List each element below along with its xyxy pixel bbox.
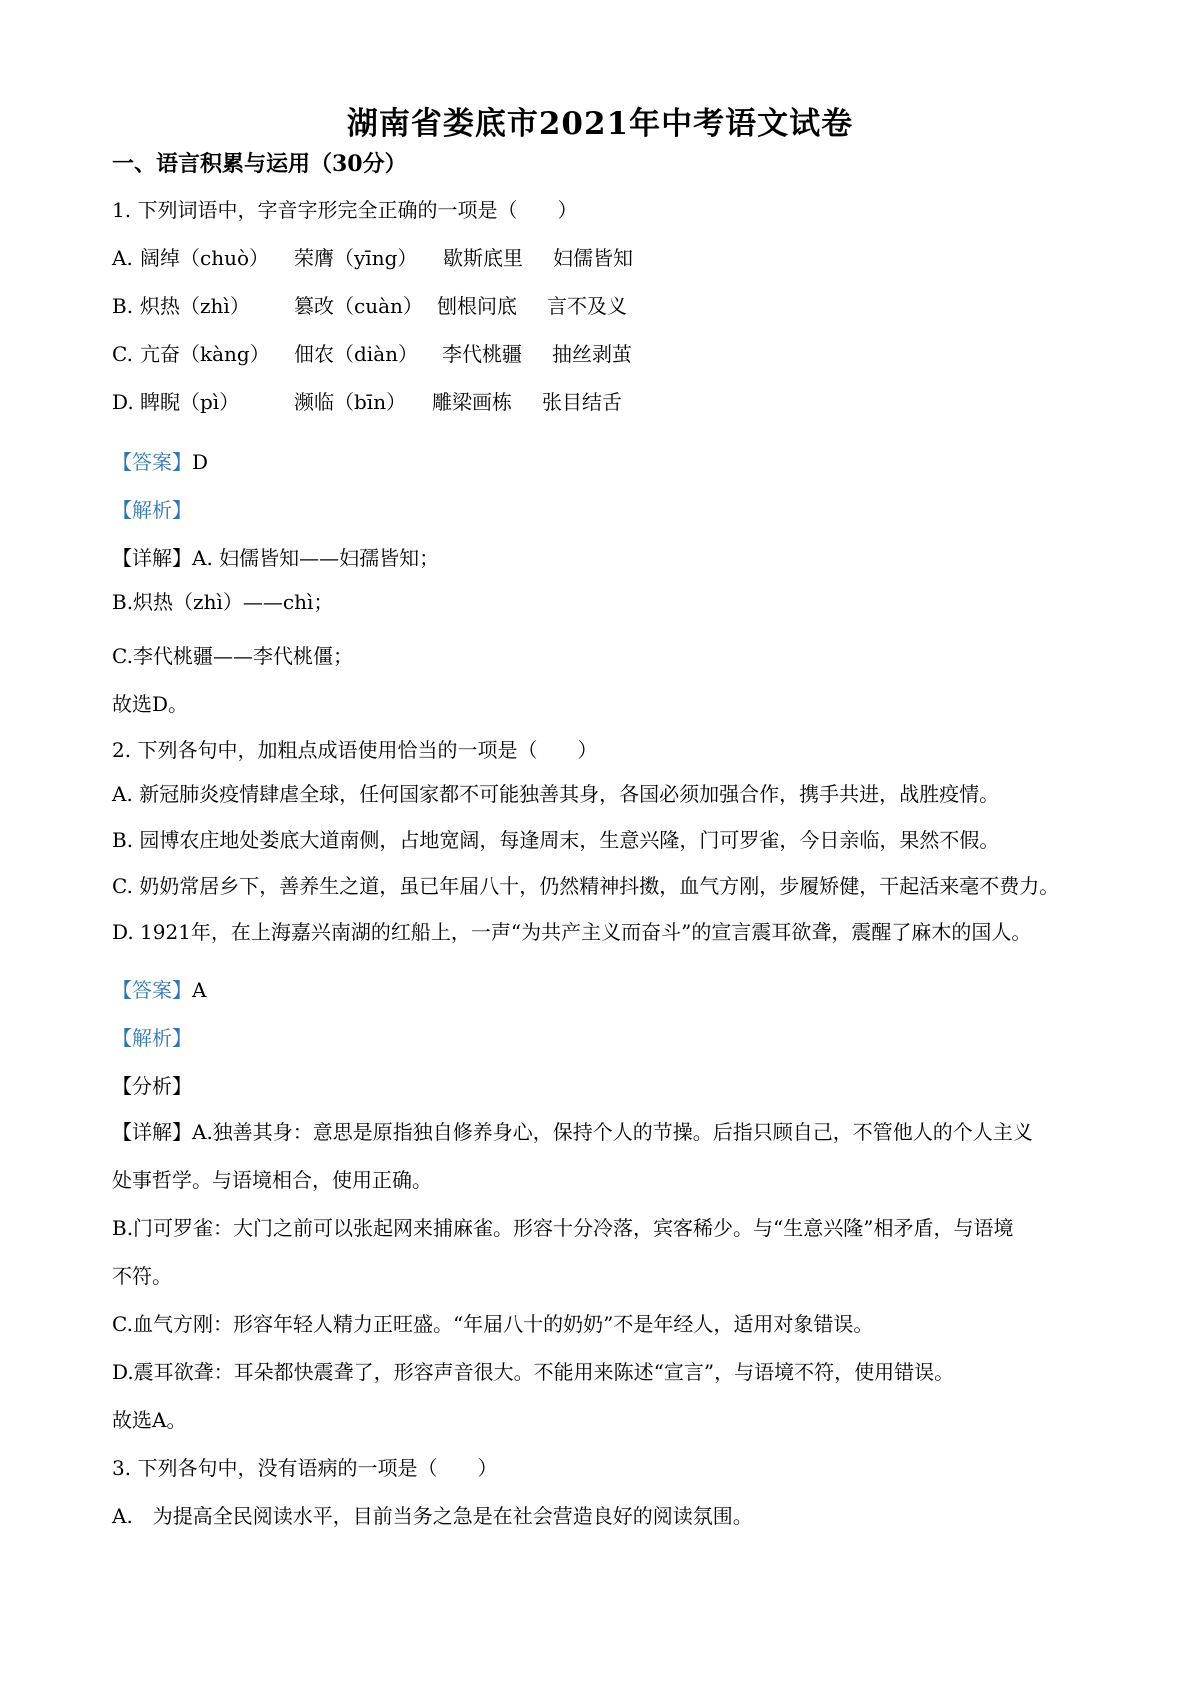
page-title: 湖南省娄底市2021年中考语文试卷: [346, 106, 854, 142]
q2-detail-line: D.震耳欲聋：耳朵都快震聋了，形容声音很大。不能用来陈述“宣言”，与语境不符，使用错误。: [112, 1360, 955, 1384]
option-word: 刨根问底: [437, 294, 517, 318]
answer-tag: 【答案】: [112, 450, 192, 474]
q1-detail-line: B.炽热（zhì）——chì；: [112, 590, 334, 614]
q2-option-c: C. 奶奶常居乡下，善养生之道，虽已年届八十，仍然精神抖擞，血气方刚，步履矫健，干起活来毫不费力。: [112, 874, 1060, 898]
option-label: D.: [112, 390, 134, 414]
option-word: 言不及义: [547, 294, 627, 318]
option-word: 篡改（cuàn）: [294, 294, 423, 318]
q2-detail-line: 故选A。: [112, 1408, 187, 1432]
option-label: B.: [112, 294, 134, 318]
q2-fenxi-tag: 【分析】: [112, 1074, 192, 1098]
q1-detail-line: 故选D。: [112, 692, 189, 716]
q1-detail-line: 【详解】A. 妇儒皆知——妇孺皆知；: [112, 546, 440, 570]
q1-detail-line: C.李代桃疆——李代桃僵；: [112, 644, 353, 668]
option-word: 雕梁画栋: [432, 390, 512, 414]
option-word: 抽丝剥茧: [552, 342, 632, 366]
q3-option-a: A. 为提高全民阅读水平，目前当务之急是在社会营造良好的阅读氛围。: [112, 1504, 753, 1528]
option-word: 妇儒皆知: [553, 246, 633, 270]
option-word: 炽热（zhì）: [140, 294, 250, 318]
q2-detail-line: B.门可罗雀：大门之前可以张起网来捕麻雀。形容十分冷落，宾客稀少。与“生意兴隆”相矛盾，与语境: [112, 1216, 1014, 1240]
option-label: C.: [112, 342, 133, 366]
q2-option-b: B. 园博农庄地处娄底大道南侧，占地宽阔，每逢周末，生意兴隆，门可罗雀，今日亲临，果然不假。: [112, 828, 1000, 852]
q2-option-d: D. 1921年，在上海嘉兴南湖的红船上，一声“为共产主义而奋斗”的宣言震耳欲聋，震醒了麻木的国人。: [112, 920, 1032, 944]
q2-analysis-tag: 【解析】: [112, 1026, 192, 1050]
option-word: 佃农（diàn）: [294, 342, 419, 366]
option-word: 李代桃疆: [442, 342, 522, 366]
section-heading: 一、语言积累与运用（30分）: [112, 151, 407, 177]
q2-detail-line: 【详解】A.独善其身：意思是原指独自修养身心，保持个人的节操。后指只顾自己，不管他人的个人主义: [112, 1120, 1033, 1144]
answer-value: A: [192, 978, 207, 1002]
option-word: 阔绰（chuò）: [140, 246, 270, 270]
option-word: 荣膺（yīng）: [294, 246, 418, 270]
q2-detail-line: 不符。: [112, 1264, 172, 1288]
q3-stem: 3. 下列各句中，没有语病的一项是（ ）: [112, 1456, 498, 1480]
option-word: 亢奋（kàng）: [140, 342, 270, 366]
q1-stem: 1. 下列词语中，字音字形完全正确的一项是（ ）: [112, 198, 578, 222]
option-word: 歇斯底里: [443, 246, 523, 270]
q2-answer: [112, 976, 206, 1004]
q2-detail-line: C.血气方刚：形容年轻人精力正旺盛。“年届八十的奶奶”不是年经人，适用对象错误。: [112, 1312, 874, 1336]
q1-answer: [112, 448, 208, 476]
answer-tag: 【答案】: [112, 978, 192, 1002]
option-word: 睥睨（pì）: [140, 390, 240, 414]
q2-stem: 2. 下列各句中，加粗点成语使用恰当的一项是（ ）: [112, 738, 598, 762]
option-word: 濒临（bīn）: [294, 390, 407, 414]
q2-detail-line: 处事哲学。与语境相合，使用正确。: [112, 1168, 432, 1192]
option-label: A.: [112, 246, 133, 270]
q1-analysis-tag: 【解析】: [112, 498, 192, 522]
answer-value: D: [192, 450, 209, 474]
q2-option-a: A. 新冠肺炎疫情肆虐全球，任何国家都不可能独善其身，各国必须加强合作，携手共进，战胜疫情。: [112, 782, 1000, 806]
option-word: 张目结舌: [542, 390, 622, 414]
